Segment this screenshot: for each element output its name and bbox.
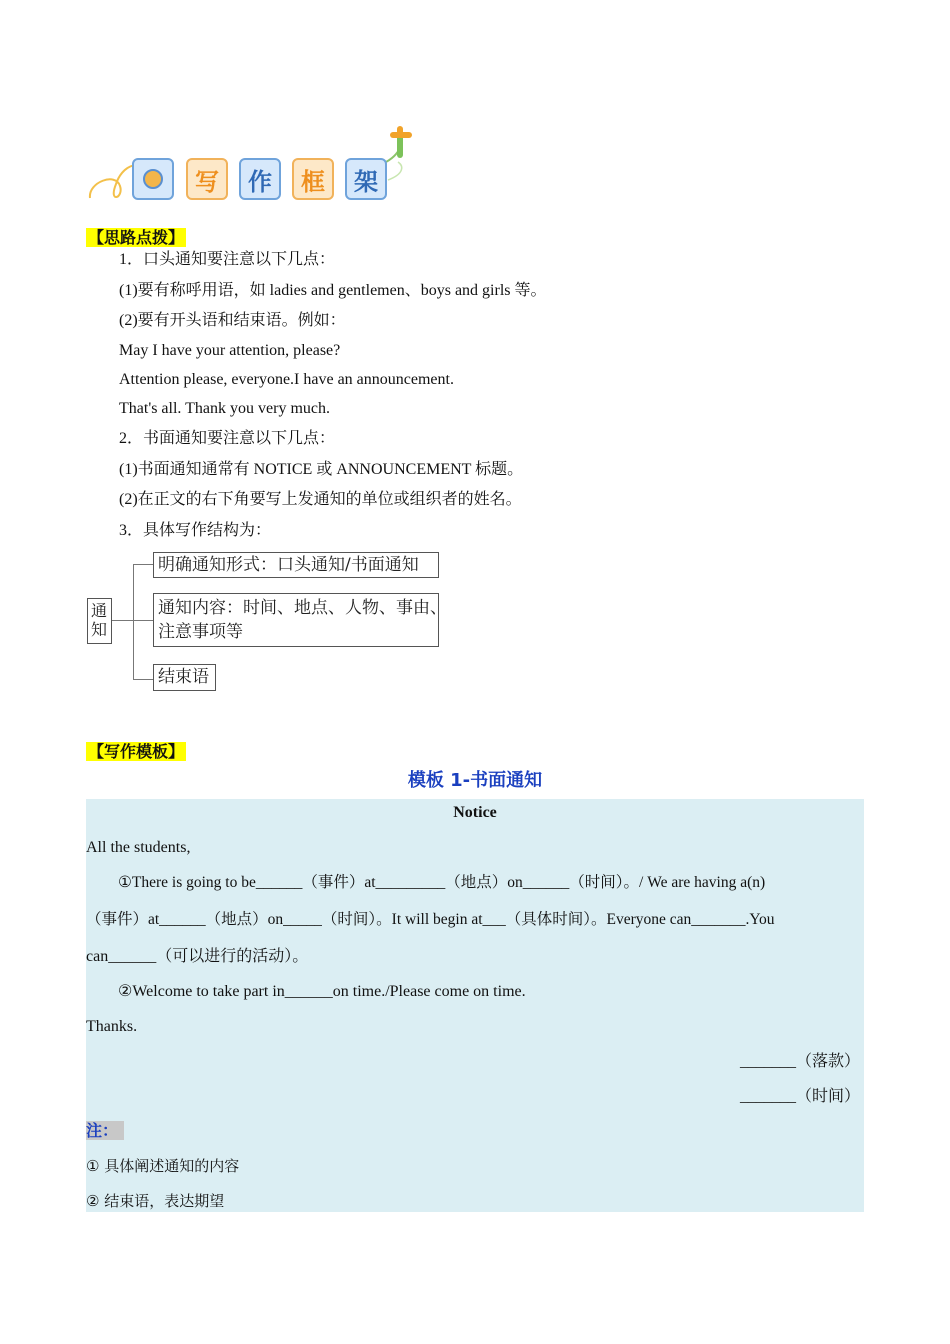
banner-tile-kuang: 框 [292,158,334,200]
text-line: 2．书面通知要注意以下几点： [119,430,336,447]
notice-heading: Notice [453,804,497,821]
connector-line [133,564,134,679]
diagram-branch-form: 明确通知形式：口头通知/书面通知 [153,552,439,578]
diagram-branch-ending: 结束语 [153,664,216,691]
notice-body-line: ②Welcome to take part in______on time./Please come on time. [118,983,526,1000]
notice-body-line: （事件）at______（地点）on_____（时间）。It will begin at___（具体时间）。Everyone can_______.You [86,911,775,928]
notice-signature: _______（落款） [739,1053,860,1070]
diagram-branch-content-line: 通知内容：时间、地点、人物、事由、 [158,598,447,618]
banner-tile-jia: 架 [345,158,387,200]
text-line: 1．口头通知要注意以下几点： [119,251,336,268]
diagram-root-box [87,598,112,644]
banner-tile-xie: 写 [186,158,228,200]
connector-line [133,620,153,621]
structure-diagram [86,550,446,695]
section-tag-template [86,742,186,762]
number-one-icon [143,169,163,189]
diagram-branch-content [153,593,447,647]
connector-line [112,620,133,621]
highlight-tag: 【写作模板】 [88,742,185,761]
text-line: (2)要有开头语和结束语。例如： [119,312,346,329]
text-line: 3．具体写作结构为： [119,522,272,539]
highlight-tag: 【思路点拨】 [88,228,185,247]
text-line: May I have your attention, please? [119,342,341,359]
text-line: Attention please, everyone.I have an announcement. [119,371,454,388]
notice-body-line: can______（可以进行的活动）。 [86,948,309,965]
connector-line [133,564,153,565]
template-title: 模板 1-书面通知 [407,770,543,791]
diagram-root-label: 通知 [91,601,108,639]
notice-body-line: ①There is going to be______（事件）at_________（地点）on______（时间）。/ We are having a(n) [118,874,766,891]
text-line: (1)要有称呼用语，如 ladies and gentlemen、boys and girls 等。 [119,282,547,299]
text-line: (1)书面通知通常有 NOTICE 或 ANNOUNCEMENT 标题。 [119,461,524,478]
connector-line [133,679,153,680]
section-banner [86,122,426,212]
banner-tile-number [132,158,174,200]
banner-tile-zuo: 作 [239,158,281,200]
diagram-branch-content-line: 注意事项等 [158,622,243,642]
template-panel [86,799,864,1212]
notice-greeting: All the students, [86,839,191,856]
note-item: ② 结束语，表达期望 [86,1192,225,1210]
text-line: (2)在正文的右下角要写上发通知的单位或组织者的姓名。 [119,491,522,508]
notice-closing: Thanks. [86,1018,138,1035]
note-item: ① 具体阐述通知的内容 [86,1157,240,1175]
text-line: That's all. Thank you very much. [119,400,330,417]
notice-date: _______（时间） [739,1088,860,1105]
section-tag-thinking [86,228,186,248]
note-label [86,1121,124,1142]
note-tag: 注： [86,1121,124,1140]
